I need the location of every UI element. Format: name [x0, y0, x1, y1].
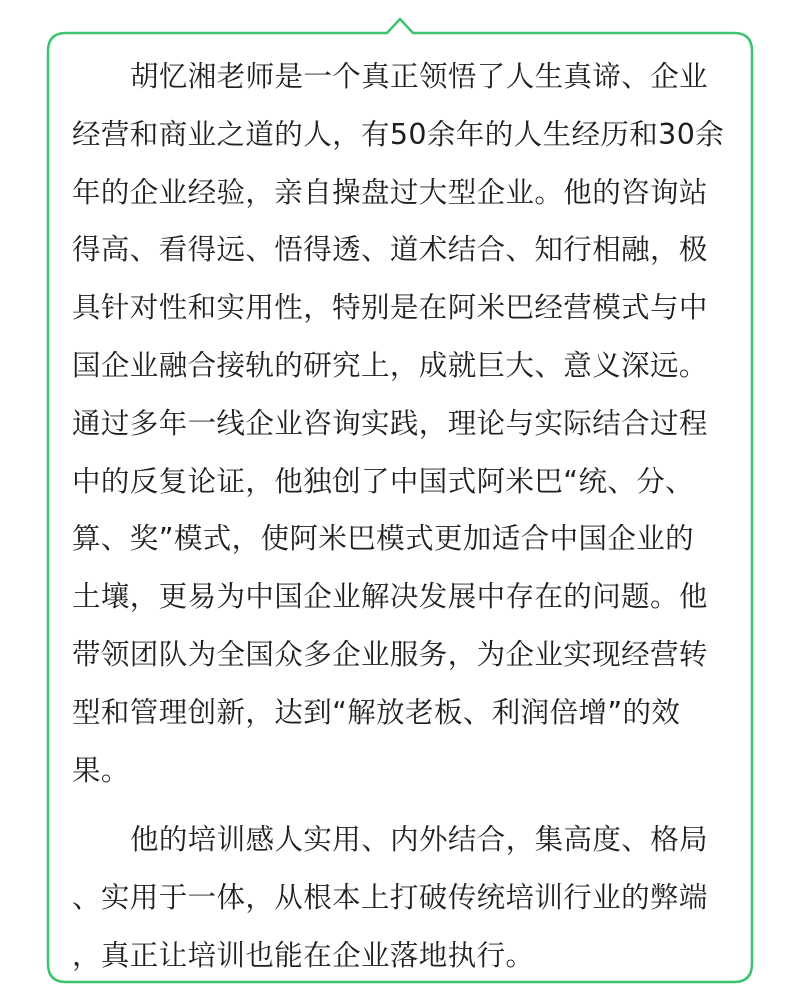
bio-text [72, 48, 725, 985]
text-line: 、实用于一体，从根本上打破传统培训行业的弊端 [72, 881, 708, 915]
text-line: 国企业融合接轨的研究上，成就巨大、意义深远。 [72, 348, 708, 382]
text-line: 得高、看得远、悟得透、道术结合、知行相融，极 [72, 233, 708, 267]
text-line: 算、奖”模式，使阿米巴模式更加适合中国企业的 [72, 522, 695, 556]
text-line: 年的企业经验，亲自操盘过大型企业。他的咨询站 [72, 175, 708, 209]
text-line: 土壤，更易为中国企业解决发展中存在的问题。他 [72, 580, 708, 614]
paragraph-gap [72, 799, 722, 811]
text-line: 他的培训感人实用、内外结合，集高度、格局 [130, 823, 709, 857]
text-line: 具针对性和实用性，特别是在阿米巴经营模式与中 [72, 291, 708, 325]
text-line: ，真正让培训也能在企业落地执行。 [72, 938, 535, 972]
text-line: 型和管理创新，达到“解放老板、利润倍增”的效 [72, 695, 681, 729]
text-line: 通过多年一线企业咨询实践，理论与实际结合过程 [72, 406, 708, 440]
paragraph-2 [72, 811, 722, 984]
text-line: 果。 [72, 753, 130, 787]
text-line: 胡忆湘老师是一个真正领悟了人生真谛、企业 [130, 60, 709, 93]
paragraph-1 [72, 48, 725, 799]
text-line: 经营和商业之道的人，有50余年的人生经历和30余 [72, 117, 725, 151]
text-line: 中的反复论证，他独创了中国式阿米巴“统、分、 [72, 464, 695, 498]
text-line: 带领团队为全国众多企业服务，为企业实现经营转 [72, 637, 708, 671]
